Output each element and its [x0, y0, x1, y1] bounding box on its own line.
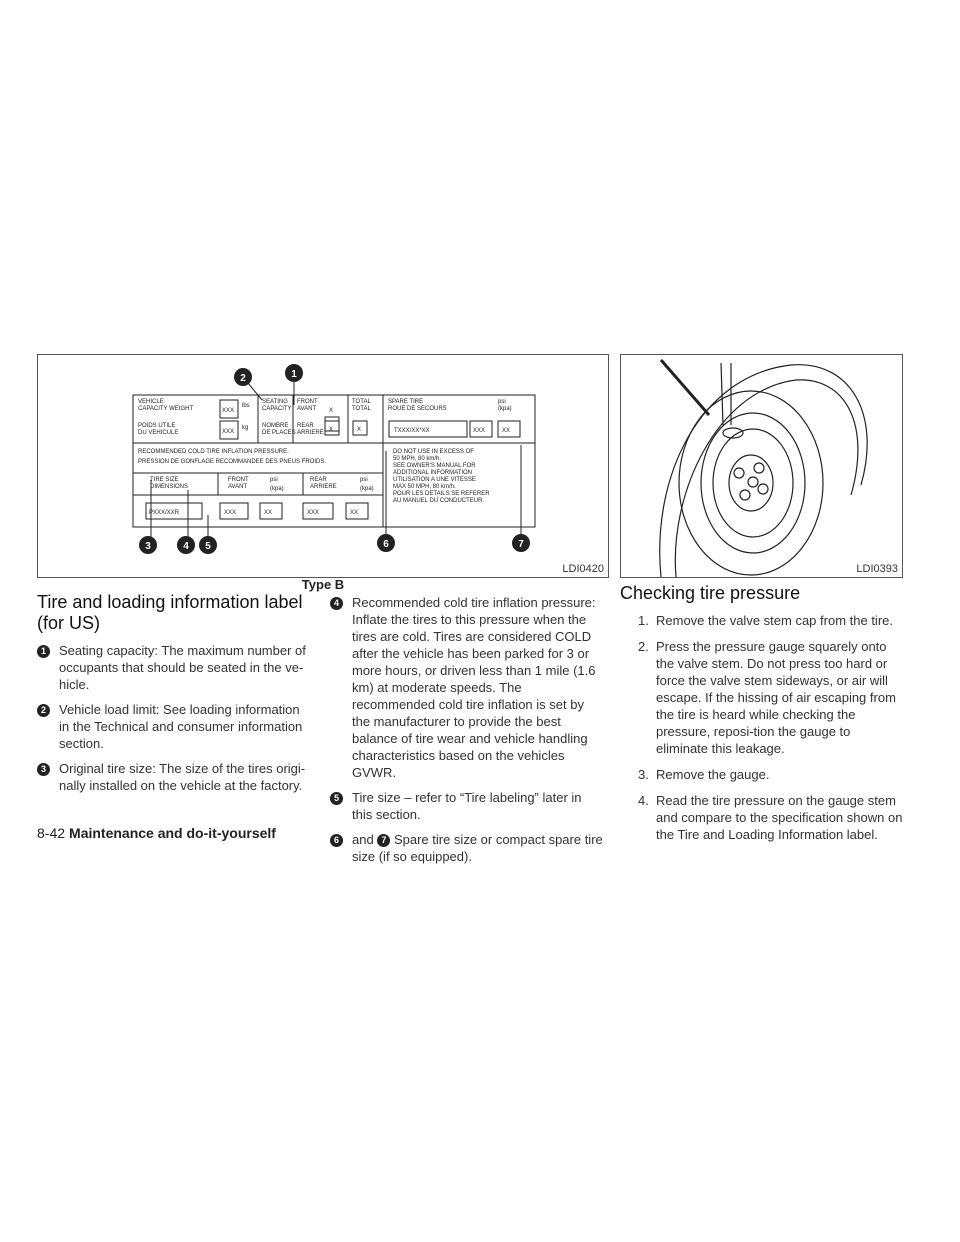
- recommended-text: RECOMMENDED COLD TIRE INFLATION PRESSURE.: [138, 449, 289, 455]
- item-text: Vehicle load limit: See loading information in the Technical and consumer information section.: [59, 702, 303, 751]
- rear-x-text: X: [329, 427, 334, 433]
- spare-xx-text: XX: [502, 428, 511, 434]
- front-xx-text: XX: [264, 510, 273, 516]
- callout-5-label: 5: [205, 541, 211, 552]
- item-text: Original tire size: The size of the tires origi-nally installed on the vehicle at the factory.: [59, 761, 306, 793]
- front-xxx-text: XXX: [224, 510, 237, 516]
- step-text: Remove the gauge.: [656, 767, 770, 782]
- checking-pressure-steps: [638, 612, 903, 852]
- rear-xx-text: XX: [350, 510, 359, 516]
- callout-4-label: 4: [183, 541, 189, 552]
- step-number: 1.: [638, 613, 649, 628]
- page-footer: [37, 825, 276, 841]
- rear-xxx-text: XXX: [307, 510, 320, 516]
- item-number: 7: [377, 834, 390, 847]
- list-item: [330, 789, 605, 823]
- figure-code: LDI0393: [856, 563, 898, 575]
- front-kpa-text: (kpa): [270, 486, 284, 492]
- poids-utile-text: POIDS UTILE DU VEHICULE: [138, 423, 179, 436]
- item-text: Tire size – refer to “Tire labeling” later in this section.: [352, 790, 582, 822]
- spare-tire-text: Spare tire size or compact spare tire size (if so equipped).: [352, 832, 603, 864]
- tire-label-figure: [37, 354, 609, 578]
- figure-code: LDI0420: [562, 563, 604, 575]
- list-item: [330, 831, 605, 865]
- lug-nut: [734, 468, 744, 478]
- list-item: [638, 766, 903, 783]
- list-item: [37, 701, 309, 752]
- page-number: 8-42: [37, 825, 66, 841]
- front-avant-text: FRONT AVANT: [297, 399, 318, 412]
- lug-nut: [748, 477, 758, 487]
- nombre-de-places-text: NOMBRE DE PLACES: [262, 423, 296, 436]
- item-text: [352, 831, 605, 865]
- step-number: 4.: [638, 793, 649, 808]
- section-heading-checking-pressure: Checking tire pressure: [620, 583, 801, 603]
- front-psi-text: psi: [270, 477, 278, 483]
- spare-size-text: TXXX/XX*XX: [394, 428, 430, 434]
- and-text: and: [352, 832, 374, 847]
- spare-xxx-text: XXX: [473, 428, 486, 434]
- chapter-title: Maintenance and do-it-yourself: [69, 825, 276, 841]
- tire-label-diagram: [38, 355, 608, 577]
- total-text: TOTAL TOTAL: [352, 399, 371, 412]
- vehicle-capacity-weight-text: VEHICLE CAPACITY WEIGHT: [138, 399, 194, 412]
- section-heading-tire-label: Tire and loading information label (for US): [37, 592, 303, 633]
- psi-kpa-text: psi (kpa): [498, 399, 512, 412]
- item-number: 4: [330, 597, 343, 610]
- list-item: [638, 792, 903, 843]
- lbs-text: lbs: [242, 403, 250, 409]
- step-text: Press the pressure gauge squarely onto the valve stem. Do not press too hard or force the valve stem sideways, or air will escape. If the hissing of air escaping from the tire is heard while checking the pressure, reposi-tion the gauge to eliminate this leakage.: [656, 639, 896, 756]
- item-number: 3: [37, 763, 50, 776]
- list-item: [638, 612, 903, 629]
- rear-psi-text: psi: [360, 477, 368, 483]
- kg-text: kg: [242, 425, 249, 431]
- front-x-text: X: [329, 408, 334, 414]
- callout-6-label: 6: [383, 539, 389, 550]
- item-number: 6: [330, 834, 343, 847]
- callout-7-label: 7: [518, 539, 524, 550]
- list-item: [330, 594, 605, 781]
- tire-gauge-drawing: [621, 355, 902, 577]
- tire-label-items-col2: [330, 594, 605, 873]
- seating-capacity-text: SEATING CAPACITY: [262, 399, 292, 412]
- tire-size-text: TIRE SIZE DIMENSIONS: [150, 477, 189, 490]
- list-item: [37, 642, 309, 693]
- xxx-lbs-box-text: XXX: [222, 408, 235, 414]
- rear-kpa-text: (kpa): [360, 486, 374, 492]
- wheel-rim: [701, 413, 805, 553]
- total-x-text: X: [357, 427, 362, 433]
- spare-tire-text: SPARE TIRE ROUE DE SECOURS: [388, 399, 447, 412]
- callout-1-label: 1: [291, 369, 297, 380]
- front-avant-2-text: FRONT AVANT: [228, 477, 249, 490]
- pression-text: PRESSION DE GONFLAGE RECOMMANDEE DES PNEUS FROIDS.: [138, 459, 327, 465]
- xxx-kg-box-text: XXX: [222, 429, 235, 435]
- lug-nut: [758, 484, 768, 494]
- tire-code-text: PXXX/XXR: [149, 510, 180, 516]
- do-not-use-text: DO NOT USE IN EXCESS OF 50 MPH, 80 km/h. SEE OWNER'S MANUAL FOR ADDITIONAL INFORMATION UTILISATION A UNE VITESSE MAX 50 MPH, 80 km/h. POUR LES DETAILS SE REFERER AU MANUEL DU CONDUCTEUR.: [393, 449, 490, 504]
- list-item: [37, 760, 309, 794]
- step-text: Read the tire pressure on the gauge stem and compare to the specification shown on the Tire and Loading Information label.: [656, 793, 903, 842]
- step-number: 3.: [638, 767, 649, 782]
- item-number: 5: [330, 792, 343, 805]
- callout-2-label: 2: [240, 373, 246, 384]
- list-item: [638, 638, 903, 757]
- rear-arriere-text: REAR ARRIERE: [297, 423, 324, 436]
- step-number: 2.: [638, 639, 649, 654]
- hub: [729, 455, 773, 511]
- lug-nut: [740, 490, 750, 500]
- tire-label-items-col1: [37, 642, 309, 802]
- lug-nut: [754, 463, 764, 473]
- wheel-inner: [713, 429, 793, 537]
- tire-gauge-figure: [620, 354, 903, 578]
- pressure-gauge: [661, 360, 709, 415]
- rear-arriere-2-text: REAR ARRIERE: [310, 477, 337, 490]
- item-number: 1: [37, 645, 50, 658]
- item-text: Seating capacity: The maximum number of occupants that should be seated in the ve-hicle.: [59, 643, 306, 692]
- item-text: Recommended cold tire inflation pressure: Inflate the tires to this pressure when the tires are cold. Tires are considered COLD after the vehicle has been parked for 3 or more hours, or driven less than 1 mile (1.6 km) at moderate speeds. The recommended cold tire inflation is set by the manufacturer to provide the best balance of tire wear and vehicle handling characteristics based on the vehicles GVWR.: [352, 595, 596, 780]
- item-number: 2: [37, 704, 50, 717]
- step-text: Remove the valve stem cap from the tire.: [656, 613, 893, 628]
- callout-3-label: 3: [145, 541, 151, 552]
- figure-caption: Type B: [301, 577, 345, 592]
